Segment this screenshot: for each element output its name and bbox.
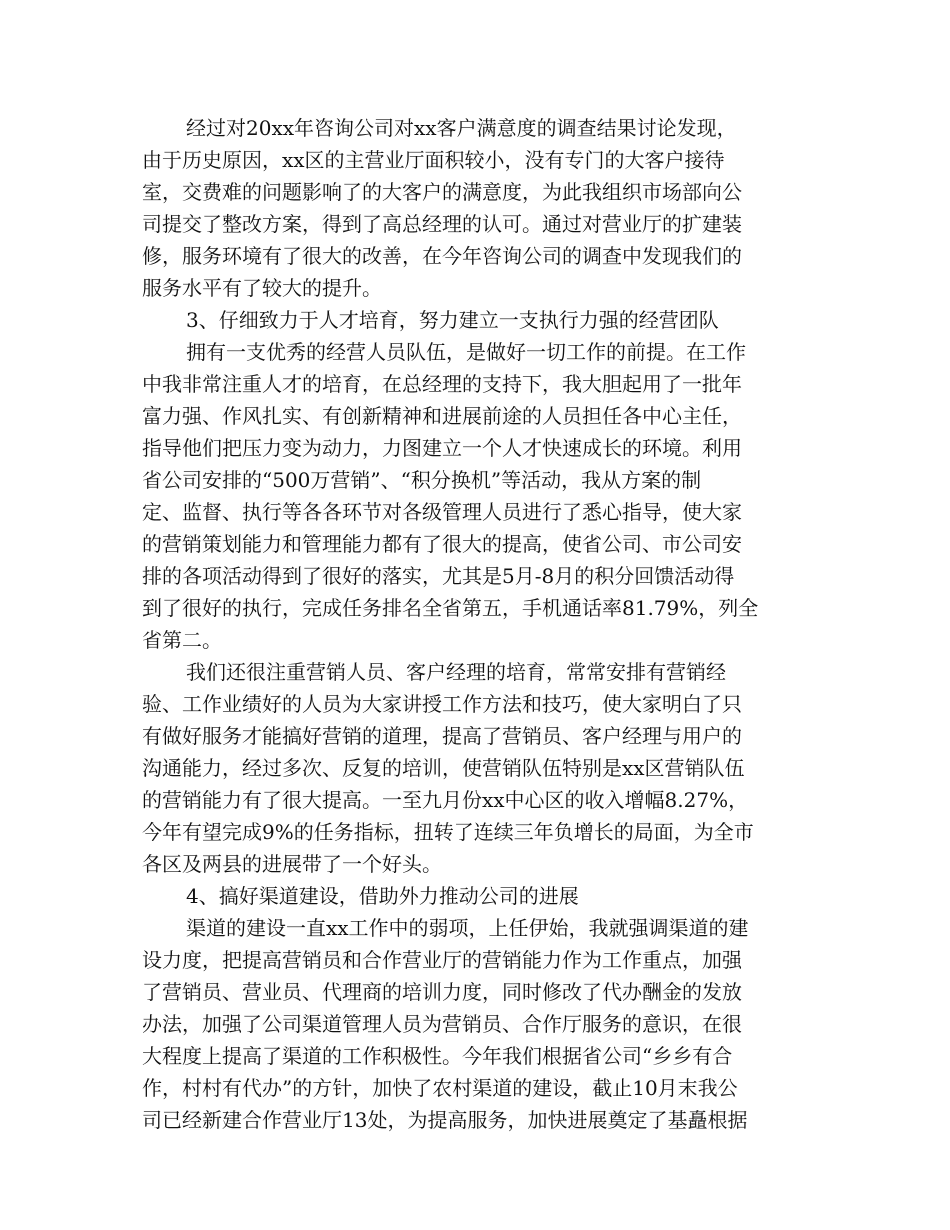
paragraph-line: 拥有一支优秀的经营人员队伍，是做好一切工作的前提。在工作 (186, 340, 746, 364)
paragraph-line: 司提交了整改方案，得到了高总经理的认可。通过对营业厅的扩建装 (142, 212, 742, 236)
paragraph-line: 由于历史原因，xx区的主营业厅面积较小，没有专门的大客户接待 (142, 148, 725, 172)
section-heading: 3、仔细致力于人才培育，努力建立一支执行力强的经营团队 (186, 308, 719, 332)
paragraph-line: 设力度，把提高营销员和合作营业厅的营销能力作为工作重点，加强 (142, 948, 742, 972)
paragraph-line: 作，村村有代办”的方针，加快了农村渠道的建设，截止10月末我公 (142, 1076, 738, 1100)
paragraph-line: 我们还很注重营销人员、客户经理的培育，常常安排有营销经 (186, 660, 726, 684)
paragraph-line: 司已经新建合作营业厅13处，为提高服务，加快进展奠定了基矗根据 (142, 1108, 748, 1132)
paragraph-line: 室，交费难的问题影响了的大客户的满意度，为此我组织市场部向公 (142, 180, 742, 204)
paragraph-line: 办法，加强了公司渠道管理人员为营销员、合作厅服务的意识，在很 (142, 1012, 742, 1036)
paragraph-line: 各区及两县的进展带了一个好头。 (142, 852, 442, 876)
paragraph-line: 省第二。 (142, 628, 222, 652)
paragraph-line: 到了很好的执行，完成任务排名全省第五，手机通话率81.79%，列全 (142, 596, 759, 620)
paragraph-line: 今年有望完成9%的任务指标，扭转了连续三年负增长的局面，为全市 (142, 820, 754, 844)
paragraph-line: 服务水平有了较大的提升。 (142, 276, 382, 300)
section-heading: 4、搞好渠道建设，借助外力推动公司的进展 (186, 884, 579, 908)
paragraph-line: 经过对20xx年咨询公司对xx客户满意度的调查结果讨论发现， (186, 116, 737, 140)
document-body (142, 112, 802, 1136)
paragraph-line: 渠道的建设一直xx工作中的弱项，上任伊始，我就强调渠道的建 (186, 916, 749, 940)
paragraph-line: 修，服务环境有了很大的改善，在今年咨询公司的调查中发现我们的 (142, 244, 742, 268)
paragraph-line: 验、工作业绩好的人员为大家讲授工作方法和技巧，使大家明白了只 (142, 692, 742, 716)
paragraph-line: 有做好服务才能搞好营销的道理，提高了营销员、客户经理与用户的 (142, 724, 742, 748)
paragraph-line: 大程度上提高了渠道的工作积极性。今年我们根据省公司“乡乡有合 (142, 1044, 733, 1068)
paragraph-line: 省公司安排的“500万营销”、“积分换机”等活动，我从方案的制 (142, 468, 702, 492)
paragraph-line: 排的各项活动得到了很好的落实，尤其是5月-8月的积分回馈活动得 (142, 564, 735, 588)
paragraph-line: 的营销能力有了很大提高。一至九月份xx中心区的收入增幅8.27%， (142, 788, 749, 812)
paragraph-line: 沟通能力，经过多次、反复的培训，使营销队伍特别是xx区营销队伍 (142, 756, 745, 780)
paragraph-line: 指导他们把压力变为动力，力图建立一个人才快速成长的环境。利用 (142, 436, 742, 460)
paragraph-line: 中我非常注重人才的培育，在总经理的支持下，我大胆起用了一批年 (142, 372, 742, 396)
paragraph-line: 的营销策划能力和管理能力都有了很大的提高，使省公司、市公司安 (142, 532, 742, 556)
paragraph-line: 富力强、作风扎实、有创新精神和进展前途的人员担任各中心主任， (142, 404, 742, 428)
paragraph-line: 了营销员、营业员、代理商的培训力度，同时修改了代办酬金的发放 (142, 980, 742, 1004)
paragraph-line: 定、监督、执行等各各环节对各级管理人员进行了悉心指导，使大家 (142, 500, 742, 524)
